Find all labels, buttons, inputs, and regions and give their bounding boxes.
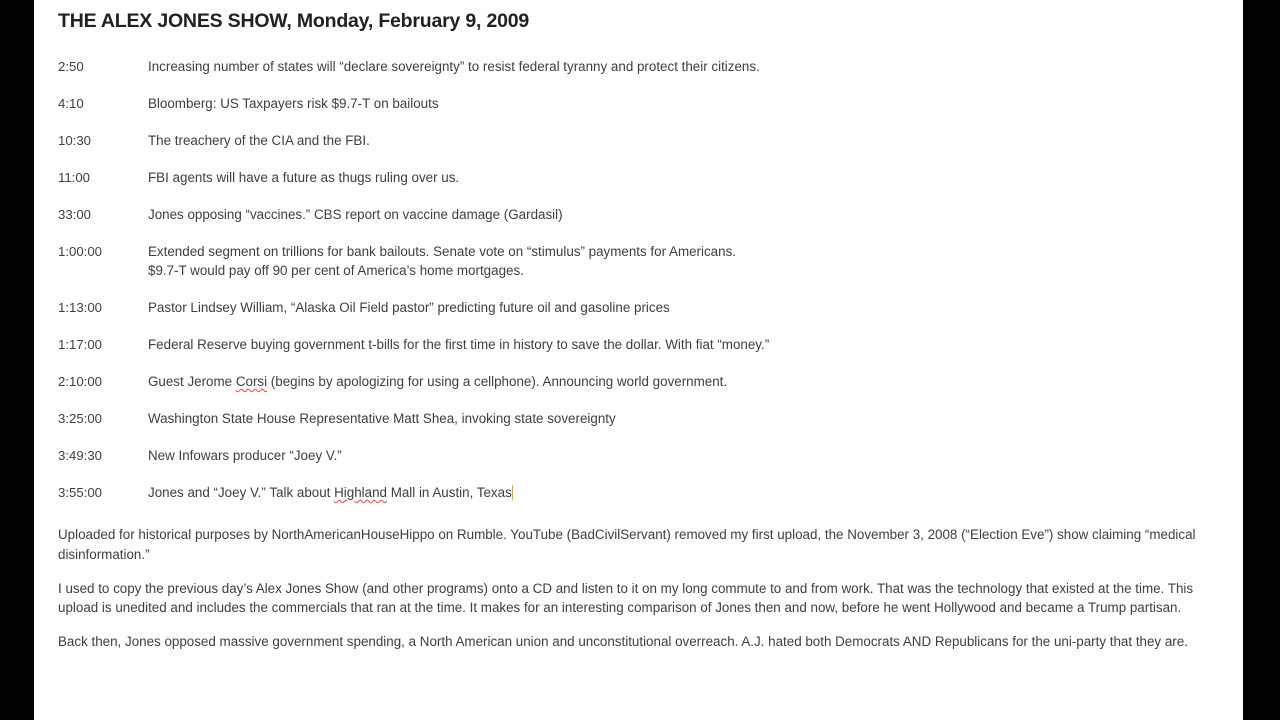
entry-timestamp[interactable]: 3:49:30 <box>58 447 102 463</box>
entry-timestamp[interactable]: 2:50 <box>58 59 84 75</box>
timestamp-entry <box>58 95 1221 114</box>
entry-text-before: Jones and “Joey V.” Talk about <box>148 484 335 500</box>
entry-text-after: (begins by apologizing for using a cellphone). Announcing world government. <box>267 373 728 389</box>
entry-description[interactable] <box>148 410 1221 429</box>
letterbox-right <box>1243 0 1280 720</box>
entry-timestamp[interactable]: 2:10:00 <box>58 373 102 389</box>
timestamp-entry <box>58 336 1221 355</box>
entry-description[interactable] <box>148 299 1221 318</box>
entry-timestamp[interactable]: 10:30 <box>58 133 92 149</box>
entry-timestamp[interactable]: 11:00 <box>58 170 91 186</box>
document-body <box>34 0 1243 652</box>
timestamp-entry <box>58 58 1221 77</box>
entry-timestamp[interactable]: 1:17:00 <box>58 336 102 352</box>
entry-text-before: Guest Jerome <box>148 373 236 389</box>
timestamp-entry <box>58 447 1221 466</box>
entry-text: Federal Reserve buying government t-bills for the first time in history to save the dollar. With fiat “money.” <box>148 336 770 352</box>
timestamp-list <box>58 58 1221 502</box>
timestamp-entry <box>58 373 1221 392</box>
entry-timestamp[interactable]: 3:25:00 <box>58 410 102 426</box>
note-paragraph: Back then, Jones opposed massive government spending, a North American union and unconstitutional overreach. A.J. hated both Democrats AND Republicans for the uni-party that they are. <box>58 634 1188 650</box>
entry-description[interactable] <box>148 58 1221 77</box>
entry-timestamp[interactable]: 4:10 <box>58 96 84 112</box>
entry-description[interactable] <box>148 243 1221 280</box>
entry-description[interactable] <box>148 169 1221 188</box>
entry-timestamp[interactable]: 1:13:00 <box>58 299 102 315</box>
note-paragraph: I used to copy the previous day’s Alex Jones Show (and other programs) onto a CD and listen to it on my long commute to and from work. That was the technology that existed at the time. This upload is unedited and includes the commercials that ran at the time. It makes for an interesting comparison of Jones then and now, before he went Hollywood and became a Trump partisan. <box>58 580 1194 616</box>
entry-description[interactable] <box>148 447 1221 466</box>
entry-text: Bloomberg: US Taxpayers risk $9.7-T on bailouts <box>148 96 439 112</box>
entry-text: Pastor Lindsey William, “Alaska Oil Field pastor” predicting future oil and gasoline prices <box>148 299 670 315</box>
text-cursor-caret <box>512 485 514 500</box>
document-page <box>34 0 1243 720</box>
entry-description[interactable] <box>148 336 1221 355</box>
entry-timestamp[interactable]: 3:55:00 <box>58 484 102 500</box>
note-paragraph: Uploaded for historical purposes by NorthAmericanHouseHippo on Rumble. YouTube (BadCivilServant) removed my first upload, the November 3, 2008 (“Election Eve”) show claiming “medical disinformation.” <box>58 527 1196 562</box>
entry-text: New Infowars producer “Joey V.” <box>148 447 342 463</box>
entry-timestamp[interactable]: 1:00:00 <box>58 244 102 260</box>
entry-description[interactable] <box>148 484 1221 503</box>
letterbox-left <box>0 0 34 720</box>
entry-text: FBI agents will have a future as thugs ruling over us. <box>148 170 460 186</box>
spellcheck-misspelled-word[interactable]: Corsi <box>235 373 268 389</box>
page-title: THE ALEX JONES SHOW, Monday, February 9, 2009 <box>58 10 530 32</box>
timestamp-entry <box>58 132 1221 151</box>
entry-text-after: Mall in Austin, Texas <box>386 484 512 500</box>
entry-text-line2: $9.7-T would pay off 90 per cent of America’s home mortgages. <box>148 262 524 278</box>
entry-text: The treachery of the CIA and the FBI. <box>148 133 370 149</box>
entry-description[interactable] <box>148 95 1221 114</box>
entry-description[interactable] <box>148 206 1221 225</box>
entry-description[interactable] <box>148 132 1221 151</box>
timestamp-entry <box>58 206 1221 225</box>
entry-description[interactable] <box>148 373 1221 392</box>
timestamp-entry <box>58 243 1221 280</box>
entry-text: Jones opposing “vaccines.” CBS report on vaccine damage (Gardasil) <box>148 207 563 223</box>
timestamp-entry <box>58 484 1221 503</box>
spellcheck-misspelled-word[interactable]: Highland <box>334 484 387 500</box>
entry-text: Washington State House Representative Matt Shea, invoking state sovereignty <box>148 410 616 426</box>
entry-text: Extended segment on trillions for bank bailouts. Senate vote on “stimulus” payments for Americans. <box>148 244 736 260</box>
timestamp-entry <box>58 169 1221 188</box>
timestamp-entry <box>58 299 1221 318</box>
notes-section <box>58 525 1221 651</box>
entry-text: Increasing number of states will “declare sovereignty” to resist federal tyranny and protect their citizens. <box>148 59 760 75</box>
entry-timestamp[interactable]: 33:00 <box>58 207 92 223</box>
timestamp-entry <box>58 410 1221 429</box>
